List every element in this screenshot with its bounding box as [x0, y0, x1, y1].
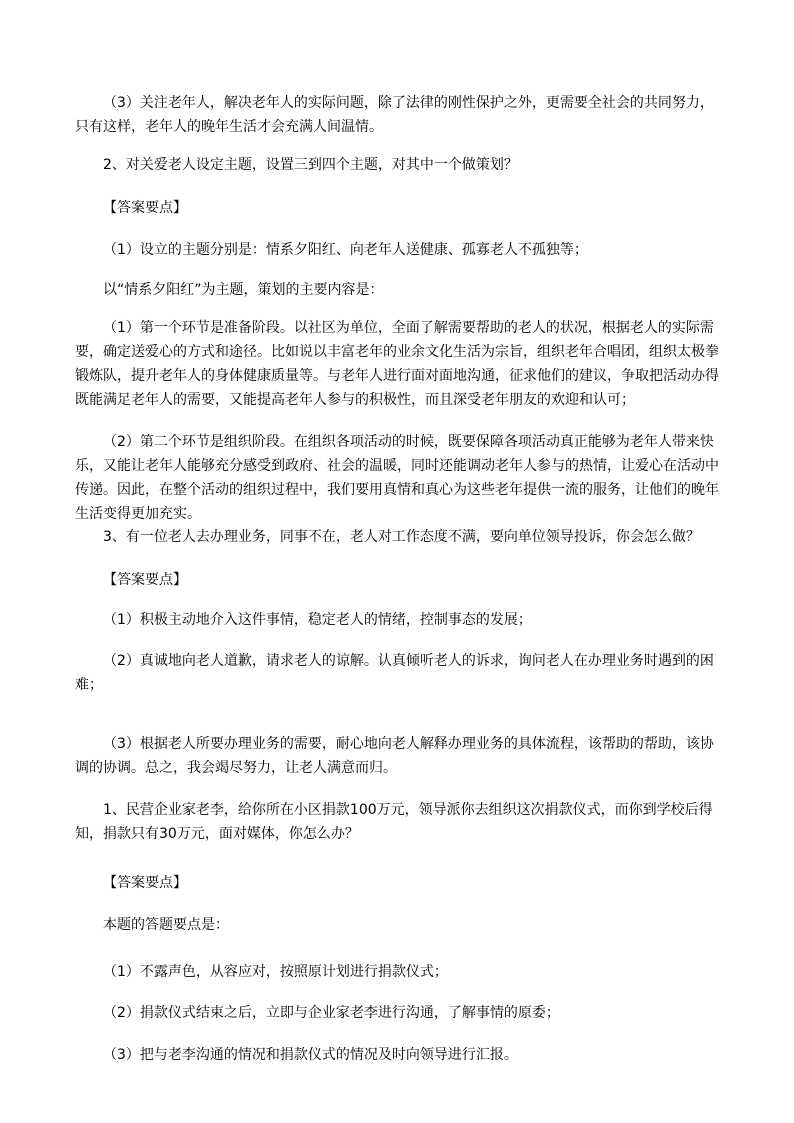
- question-2-heading: 2、对关爱老人设定主题，设置三到四个主题，对其中一个做策划？: [103, 157, 518, 173]
- answer-point-3-paragraph: （3）根据老人所要办理业务的需要，耐心地向老人解释办理业务的具体流程，该帮助的帮助，该协调的协调。总之，我会竭尽努力，让老人满意而归。: [75, 736, 714, 776]
- plan-intro-paragraph: 以“情系夕阳红”为主题，策划的主要内容是：: [103, 282, 384, 298]
- answer-point-2-paragraph: （2）真诚地向老人道歉，请求老人的谅解。认真倾听老人的诉求，询问老人在办理业务时遇到的困难；: [75, 653, 714, 693]
- answer-summary-label: 本题的答题要点是：: [103, 917, 229, 933]
- answer-point-2-paragraph: （2）捐款仪式结束之后，立即与企业家老李进行沟通，了解事情的原委；: [103, 1005, 560, 1021]
- plan-stage-1-paragraph: （1）第一个环节是准备阶段。以社区为单位，全面了解需要帮助的老人的状况，根据老人的实际需要，确定送爱心的方式和途径。比如说以丰富老年的业余文化生活为宗旨，组织老年合唱团，组织太极拳锻炼队，提升老年人的身体健康质量等。与老年人进行面对面地沟通，征求他们的建议，争取把活动办得既能满足老年人的需要，又能提高老年人参与的积极性，而且深受老年朋友的欢迎和认可；: [75, 320, 719, 408]
- answer-key-label: 【答案要点】: [103, 200, 187, 216]
- answer-point-1-paragraph: （1）设立的主题分别是：情系夕阳红、向老年人送健康、孤寡老人不孤独等；: [103, 242, 588, 258]
- question-1-heading: 1、民营企业家老李，给你所在小区捐款100万元，领导派你去组织这次捐款仪式，而你到学校后得知，捐款只有30万元，面对媒体，你怎么办？: [75, 802, 713, 842]
- answer-point-1-paragraph: （1）不露声色，从容应对，按照原计划进行捐款仪式；: [103, 964, 448, 980]
- answer-point-3-paragraph: （3）关注老年人，解决老年人的实际问题，除了法律的刚性保护之外，更需要全社会的共同努力，只有这样，老年人的晚年生活才会充满人间温情。: [75, 95, 714, 135]
- answer-key-label: 【答案要点】: [103, 572, 187, 588]
- answer-point-3-paragraph: （3）把与老李沟通的情况和捐款仪式的情况及时向领导进行汇报。: [103, 1047, 518, 1063]
- answer-key-label: 【答案要点】: [103, 875, 187, 891]
- question-3-heading: 3、有一位老人去办理业务，同事不在，老人对工作态度不满，要向单位领导投诉，你会怎么做？: [103, 529, 700, 545]
- answer-point-1-paragraph: （1）积极主动地介入这件事情，稳定老人的情绪，控制事态的发展；: [103, 612, 532, 628]
- plan-stage-2-paragraph: （2）第二个环节是组织阶段。在组织各项活动的时候，既要保障各项活动真正能够为老年人带来快乐，又能让老年人能够充分感受到政府、社会的温暖，同时还能调动老年人参与的热情，让爱心在活动中传递。因此，在整个活动的组织过程中，我们要用真情和真心为这些老年提供一流的服务，让他们的晚年生活变得更加充实。: [75, 434, 719, 522]
